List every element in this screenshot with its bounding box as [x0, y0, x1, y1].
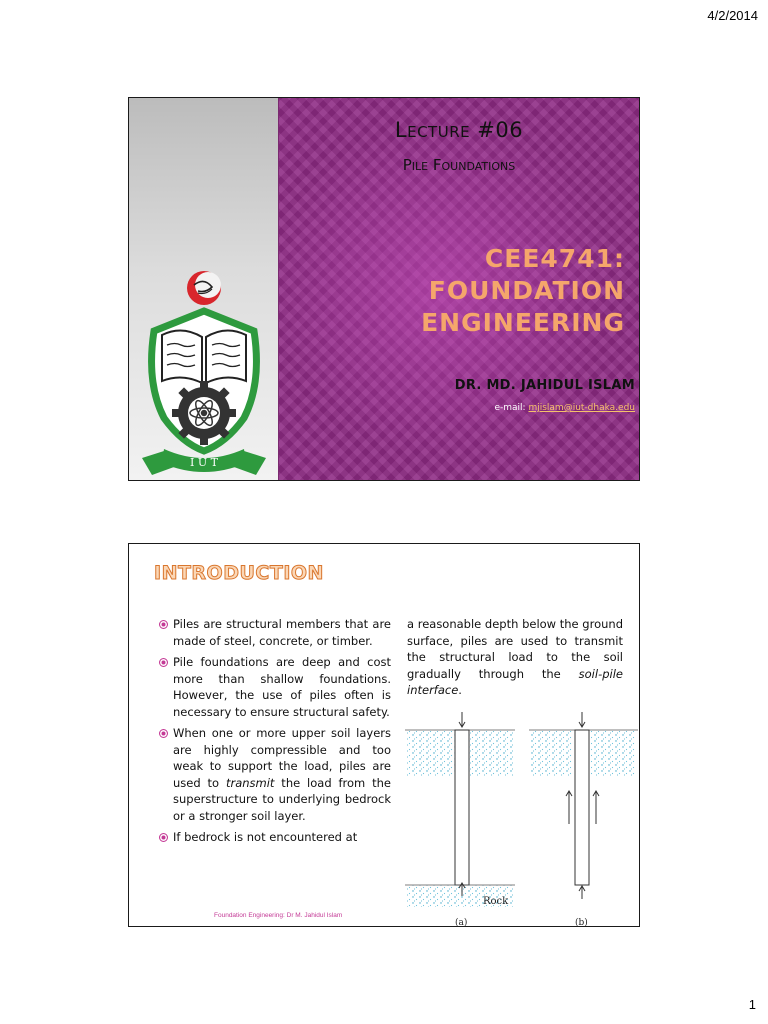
rock-label: Rock: [483, 896, 509, 907]
pile: [455, 730, 469, 885]
soil-layer: [591, 731, 635, 776]
lecture-subtitle: Pile Foundations: [402, 156, 516, 174]
slide-footer: Foundation Engineering: Dr M. Jahidul Islam: [214, 912, 343, 919]
author-email-line: [494, 403, 635, 413]
slide-left-panel: [129, 98, 279, 480]
pile: [575, 730, 589, 885]
soil-layer: [469, 731, 513, 776]
slide-introduction: [128, 543, 640, 927]
lecture-number: Lecture #06: [394, 118, 524, 142]
bullet-item: [159, 725, 391, 824]
course-title-line2: ENGINEERING: [421, 308, 625, 337]
continuation-text: a reasonable depth below the ground surface, piles are used to transmit the structural load to the soil gradually through the: [407, 617, 623, 681]
pile-diagram-a: [405, 712, 515, 927]
email-label: e-mail:: [494, 403, 529, 413]
diagram-label-a: (a): [455, 918, 468, 928]
bullet-emphasis: transmit: [225, 775, 275, 790]
bullet-item: Piles are structural members that are made of steel, concrete, or timber.: [159, 616, 391, 649]
bullet-item: If bedrock is not encountered at: [159, 829, 391, 846]
continuation-text: .: [458, 683, 462, 697]
email-link[interactable]: mjislam@iut-dhaka.edu: [528, 403, 635, 413]
bullet-item: Pile foundations are deep and cost more than shallow foundations. However, the use of piles often is necessary to ensure structural safety.: [159, 654, 391, 720]
logo-text: I U T: [190, 456, 218, 469]
slide-title-panel: [279, 98, 639, 480]
slide-title: [128, 97, 640, 481]
bullet-text: When one or more upper soil layers are highly compressible and too weak to support the load, piles are used to: [173, 726, 391, 790]
author-name: DR. MD. JAHIDUL ISLAM: [454, 378, 635, 393]
soil-layer: [531, 731, 573, 776]
bullet-list: [159, 616, 391, 851]
course-title-line1: CEE4741: FOUNDATION: [428, 244, 625, 305]
page-number: 1: [748, 997, 756, 1012]
bullet-continuation: [407, 616, 623, 699]
course-title: [285, 243, 625, 339]
page-date: 4/2/2014: [707, 8, 758, 23]
diagram-label-b: (b): [575, 918, 588, 928]
bullet-text: the load from the superstructure to underlying bedrock or a stronger soil layer.: [173, 775, 391, 823]
slide-heading: INTRODUCTION: [154, 562, 324, 584]
soil-layer: [407, 731, 455, 776]
pile-diagram: [405, 704, 640, 927]
continuation-emphasis: soil-pile interface: [407, 666, 623, 697]
pile-diagram-b: [529, 712, 638, 927]
iut-logo: [134, 253, 274, 478]
